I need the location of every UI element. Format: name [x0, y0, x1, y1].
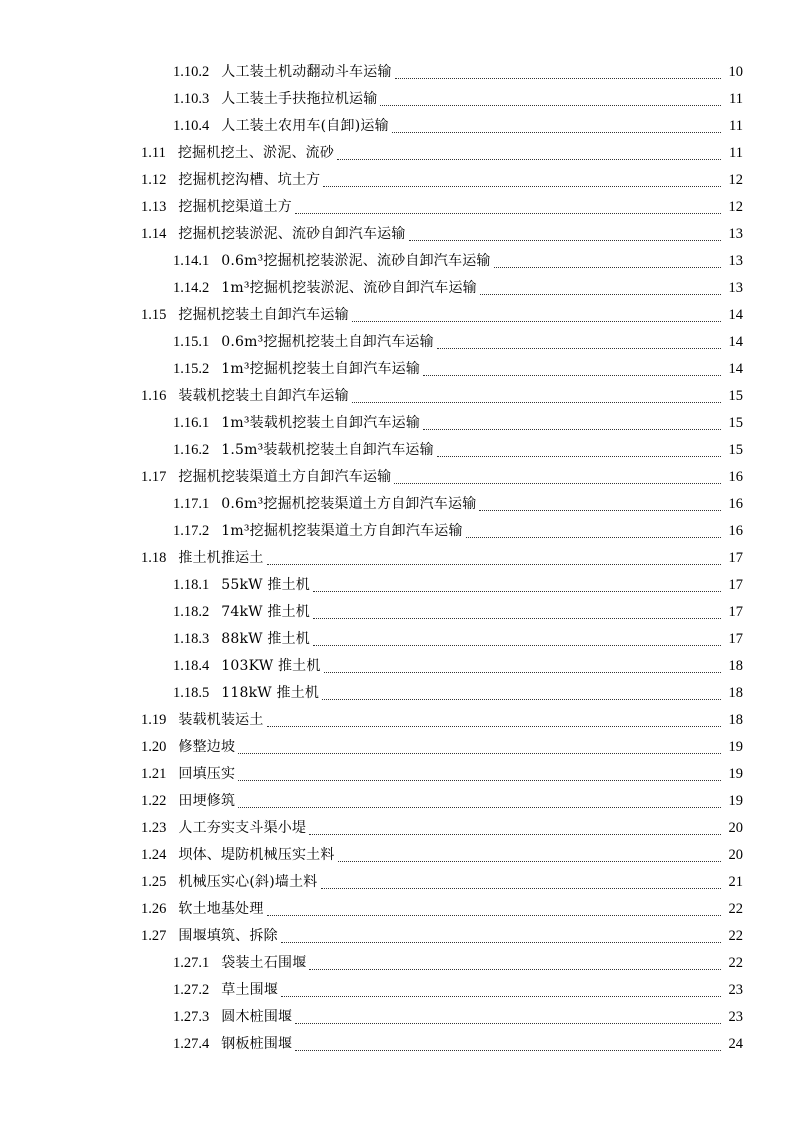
toc-entry-number: 1.17.2: [173, 523, 210, 539]
dot-leader: [394, 482, 721, 484]
dot-leader: [324, 671, 721, 673]
toc-entry-number: 1.17: [141, 469, 167, 485]
toc-entry-number: 1.10.3: [173, 91, 210, 107]
toc-entry-number: 1.18.1: [173, 577, 210, 593]
toc-entry[interactable]: [0, 194, 800, 221]
dot-leader: [380, 104, 721, 106]
toc-entry[interactable]: [0, 572, 800, 599]
toc-entry-title: 圆木桩围堰: [221, 1009, 293, 1025]
toc-entry-page-number: 16: [728, 469, 743, 485]
dot-leader: [392, 131, 721, 133]
toc-entry-number: 1.16.1: [173, 415, 210, 431]
toc-entry-page-number: 18: [728, 658, 743, 674]
toc-entry-number: 1.23: [141, 820, 167, 836]
toc-entry-number: 1.15.2: [173, 361, 210, 377]
toc-entry-title: 装载机挖装土自卸汽车运输: [178, 388, 349, 404]
toc-entry[interactable]: [0, 761, 800, 788]
toc-entry-title: 修整边坡: [178, 739, 236, 755]
toc-entry[interactable]: [0, 167, 800, 194]
toc-entry-page-number: 20: [728, 847, 743, 863]
dot-leader: [313, 590, 721, 592]
toc-entry-title: 推土机推运土: [178, 550, 264, 566]
toc-entry[interactable]: [0, 1031, 800, 1058]
toc-entry-title: 1m³装载机挖装土自卸汽车运输: [221, 415, 421, 431]
dot-leader: [466, 536, 721, 538]
toc-entry-number: 1.27.2: [173, 982, 210, 998]
toc-entry-number: 1.15: [141, 307, 167, 323]
dot-leader: [238, 752, 721, 754]
toc-entry[interactable]: [0, 653, 800, 680]
toc-entry-page-number: 17: [728, 577, 743, 593]
toc-entry-number: 1.14.2: [173, 280, 210, 296]
dot-leader: [323, 185, 721, 187]
toc-entry-number: 1.24: [141, 847, 167, 863]
toc-entry-title: 人工夯实支斗渠小堤: [178, 820, 307, 836]
toc-entry-page-number: 19: [728, 739, 743, 755]
toc-entry-number: 1.11: [141, 145, 166, 161]
toc-entry[interactable]: [0, 707, 800, 734]
toc-entry-page-number: 19: [728, 793, 743, 809]
toc-entry-title: 55kW 推土机: [221, 577, 310, 593]
toc-entry[interactable]: [0, 383, 800, 410]
dot-leader: [309, 833, 721, 835]
toc-entry-title: 挖掘机挖土、淤泥、流砂: [177, 145, 335, 161]
dot-leader: [409, 239, 721, 241]
toc-entry-title: 人工装土农用车(自卸)运输: [221, 118, 389, 134]
toc-entry-number: 1.18.4: [173, 658, 210, 674]
toc-entry-page-number: 19: [728, 766, 743, 782]
toc-entry-number: 1.13: [141, 199, 167, 215]
dot-leader: [437, 455, 721, 457]
toc-entry-title: 田埂修筑: [178, 793, 236, 809]
dot-leader: [321, 887, 722, 889]
toc-entry-page-number: 17: [728, 604, 743, 620]
toc-entry-number: 1.27.3: [173, 1009, 210, 1025]
dot-leader: [313, 617, 721, 619]
toc-entry[interactable]: [0, 1004, 800, 1031]
toc-entry[interactable]: [0, 842, 800, 869]
toc-entry-number: 1.16: [141, 388, 167, 404]
toc-entry-page-number: 21: [728, 874, 743, 890]
toc-entry-page-number: 17: [728, 550, 743, 566]
toc-entry[interactable]: [0, 113, 800, 140]
dot-leader: [313, 644, 721, 646]
toc-entry-number: 1.14: [141, 226, 167, 242]
toc-entry-number: 1.16.2: [173, 442, 210, 458]
toc-entry-page-number: 23: [728, 1009, 743, 1025]
toc-entry-title: 装载机装运土: [178, 712, 264, 728]
toc-entry-number: 1.27.4: [173, 1036, 210, 1052]
dot-leader: [309, 968, 721, 970]
toc-entry-page-number: 15: [728, 415, 743, 431]
toc-entry-number: 1.27: [141, 928, 167, 944]
toc-entry[interactable]: [0, 464, 800, 491]
toc-entry-title: 74kW 推土机: [221, 604, 310, 620]
toc-entry-page-number: 22: [728, 901, 743, 917]
toc-entry-page-number: 10: [728, 64, 743, 80]
toc-entry-page-number: 15: [728, 442, 743, 458]
toc-entry[interactable]: [0, 977, 800, 1004]
dot-leader: [479, 509, 721, 511]
toc-entry-number: 1.12: [141, 172, 167, 188]
dot-leader: [352, 401, 721, 403]
toc-entry[interactable]: [0, 518, 800, 545]
toc-entry-title: 围堰填筑、拆除: [178, 928, 278, 944]
toc-entry-title: 软土地基处理: [178, 901, 264, 917]
toc-entry-number: 1.18.5: [173, 685, 210, 701]
toc-entry-title: 挖掘机挖沟槽、坑土方: [178, 172, 321, 188]
toc-entry-page-number: 14: [728, 307, 743, 323]
toc-entry-number: 1.10.2: [173, 64, 210, 80]
toc-entry-page-number: 18: [728, 712, 743, 728]
dot-leader: [494, 266, 721, 268]
toc-entry-number: 1.18: [141, 550, 167, 566]
toc-entry[interactable]: [0, 410, 800, 437]
dot-leader: [267, 725, 721, 727]
toc-entry-title: 挖掘机挖装土自卸汽车运输: [178, 307, 349, 323]
toc-entry-title: 人工装土手扶拖拉机运输: [221, 91, 378, 107]
toc-entry[interactable]: [0, 86, 800, 113]
toc-entry[interactable]: [0, 626, 800, 653]
toc-entry[interactable]: [0, 599, 800, 626]
toc-entry-page-number: 18: [728, 685, 743, 701]
toc-entry-title: 坝体、堤防机械压实土料: [178, 847, 335, 863]
toc-entry[interactable]: [0, 356, 800, 383]
dot-leader: [295, 1022, 721, 1024]
dot-leader: [395, 77, 721, 79]
toc-entry-title: 118kW 推土机: [221, 685, 320, 701]
toc-entry-number: 1.19: [141, 712, 167, 728]
toc-entry-title: 0.6m³挖掘机挖装土自卸汽车运输: [221, 334, 434, 350]
toc-entry-page-number: 16: [728, 496, 743, 512]
toc-entry-title: 人工装土机动翻动斗车运输: [221, 64, 392, 80]
toc-entry-page-number: 13: [728, 226, 743, 242]
dot-leader: [337, 158, 721, 160]
toc-entry-page-number: 12: [728, 172, 743, 188]
toc-entry-page-number: 16: [728, 523, 743, 539]
toc-entry-title: 103KW 推土机: [221, 658, 321, 674]
toc-entry-page-number: 22: [728, 928, 743, 944]
toc-entry[interactable]: [0, 491, 800, 518]
toc-entry-page-number: 12: [728, 199, 743, 215]
toc-entry-number: 1.15.1: [173, 334, 210, 350]
toc-entry-page-number: 22: [728, 955, 743, 971]
toc-entry[interactable]: [0, 734, 800, 761]
dot-leader: [281, 995, 721, 997]
toc-entry-page-number: 11: [729, 145, 743, 161]
toc-entry-page-number: 17: [728, 631, 743, 647]
dot-leader: [352, 320, 721, 322]
dot-leader: [437, 347, 721, 349]
dot-leader: [480, 293, 721, 295]
toc-entry-title: 草土围堰: [221, 982, 279, 998]
toc-entry-page-number: 14: [728, 334, 743, 350]
toc-entry-title: 0.6m³挖掘机挖装淤泥、流砂自卸汽车运输: [221, 253, 491, 269]
toc-entry-page-number: 13: [728, 280, 743, 296]
toc-entry[interactable]: [0, 302, 800, 329]
toc-entry[interactable]: [0, 923, 800, 950]
toc-entry-number: 1.27.1: [173, 955, 210, 971]
toc-entry[interactable]: [0, 59, 800, 86]
toc-entry[interactable]: [0, 221, 800, 248]
toc-entry[interactable]: [0, 950, 800, 977]
toc-entry-page-number: 11: [729, 91, 743, 107]
dot-leader: [338, 860, 721, 862]
dot-leader: [267, 563, 721, 565]
toc-entry-page-number: 23: [728, 982, 743, 998]
toc-entry[interactable]: [0, 815, 800, 842]
toc-entry-number: 1.17.1: [173, 496, 210, 512]
dot-leader: [267, 914, 721, 916]
toc-entry-number: 1.25: [141, 874, 167, 890]
toc-entry-title: 挖掘机挖渠道土方: [178, 199, 292, 215]
toc-entry-number: 1.14.1: [173, 253, 210, 269]
toc-entry-number: 1.10.4: [173, 118, 210, 134]
toc-entry-title: 机械压实心(斜)墙土料: [178, 874, 318, 890]
toc-entry-title: 1m³挖掘机挖装土自卸汽车运输: [221, 361, 421, 377]
toc-entry-title: 0.6m³挖掘机挖装渠道土方自卸汽车运输: [221, 496, 477, 512]
dot-leader: [423, 374, 721, 376]
toc-entry-title: 袋装土石围堰: [221, 955, 307, 971]
toc-entry[interactable]: [0, 680, 800, 707]
dot-leader: [238, 806, 721, 808]
toc-entry-title: 回填压实: [178, 766, 236, 782]
toc-entry-number: 1.18.2: [173, 604, 210, 620]
dot-leader: [295, 1049, 721, 1051]
toc-entry-number: 1.22: [141, 793, 167, 809]
toc-entry-page-number: 14: [728, 361, 743, 377]
toc-entry[interactable]: [0, 248, 800, 275]
toc-entry[interactable]: [0, 140, 800, 167]
toc-entry-number: 1.26: [141, 901, 167, 917]
toc-entry[interactable]: [0, 437, 800, 464]
toc-entry-title: 1.5m³装载机挖装土自卸汽车运输: [221, 442, 434, 458]
dot-leader: [238, 779, 721, 781]
toc-entry[interactable]: [0, 788, 800, 815]
toc-entry[interactable]: [0, 545, 800, 572]
toc-entry[interactable]: [0, 329, 800, 356]
toc-entry[interactable]: [0, 896, 800, 923]
toc-entry-number: 1.18.3: [173, 631, 210, 647]
toc-entry-page-number: 15: [728, 388, 743, 404]
toc-entry-page-number: 11: [729, 118, 743, 134]
toc-entry-title: 挖掘机挖装渠道土方自卸汽车运输: [178, 469, 392, 485]
dot-leader: [322, 698, 721, 700]
toc-entry-number: 1.21: [141, 766, 167, 782]
dot-leader: [423, 428, 721, 430]
toc-entry-page-number: 13: [728, 253, 743, 269]
toc-entry[interactable]: [0, 275, 800, 302]
toc-entry-page-number: 24: [728, 1036, 743, 1052]
toc-entry-title: 钢板桩围堰: [221, 1036, 293, 1052]
table-of-contents: [0, 59, 800, 1058]
dot-leader: [295, 212, 721, 214]
dot-leader: [281, 941, 721, 943]
toc-entry-number: 1.20: [141, 739, 167, 755]
toc-entry[interactable]: [0, 869, 800, 896]
toc-entry-title: 1m³挖掘机挖装渠道土方自卸汽车运输: [221, 523, 463, 539]
toc-entry-title: 挖掘机挖装淤泥、流砂自卸汽车运输: [178, 226, 406, 242]
toc-entry-title: 1m³挖掘机挖装淤泥、流砂自卸汽车运输: [221, 280, 477, 296]
toc-entry-title: 88kW 推土机: [221, 631, 310, 647]
toc-entry-page-number: 20: [728, 820, 743, 836]
